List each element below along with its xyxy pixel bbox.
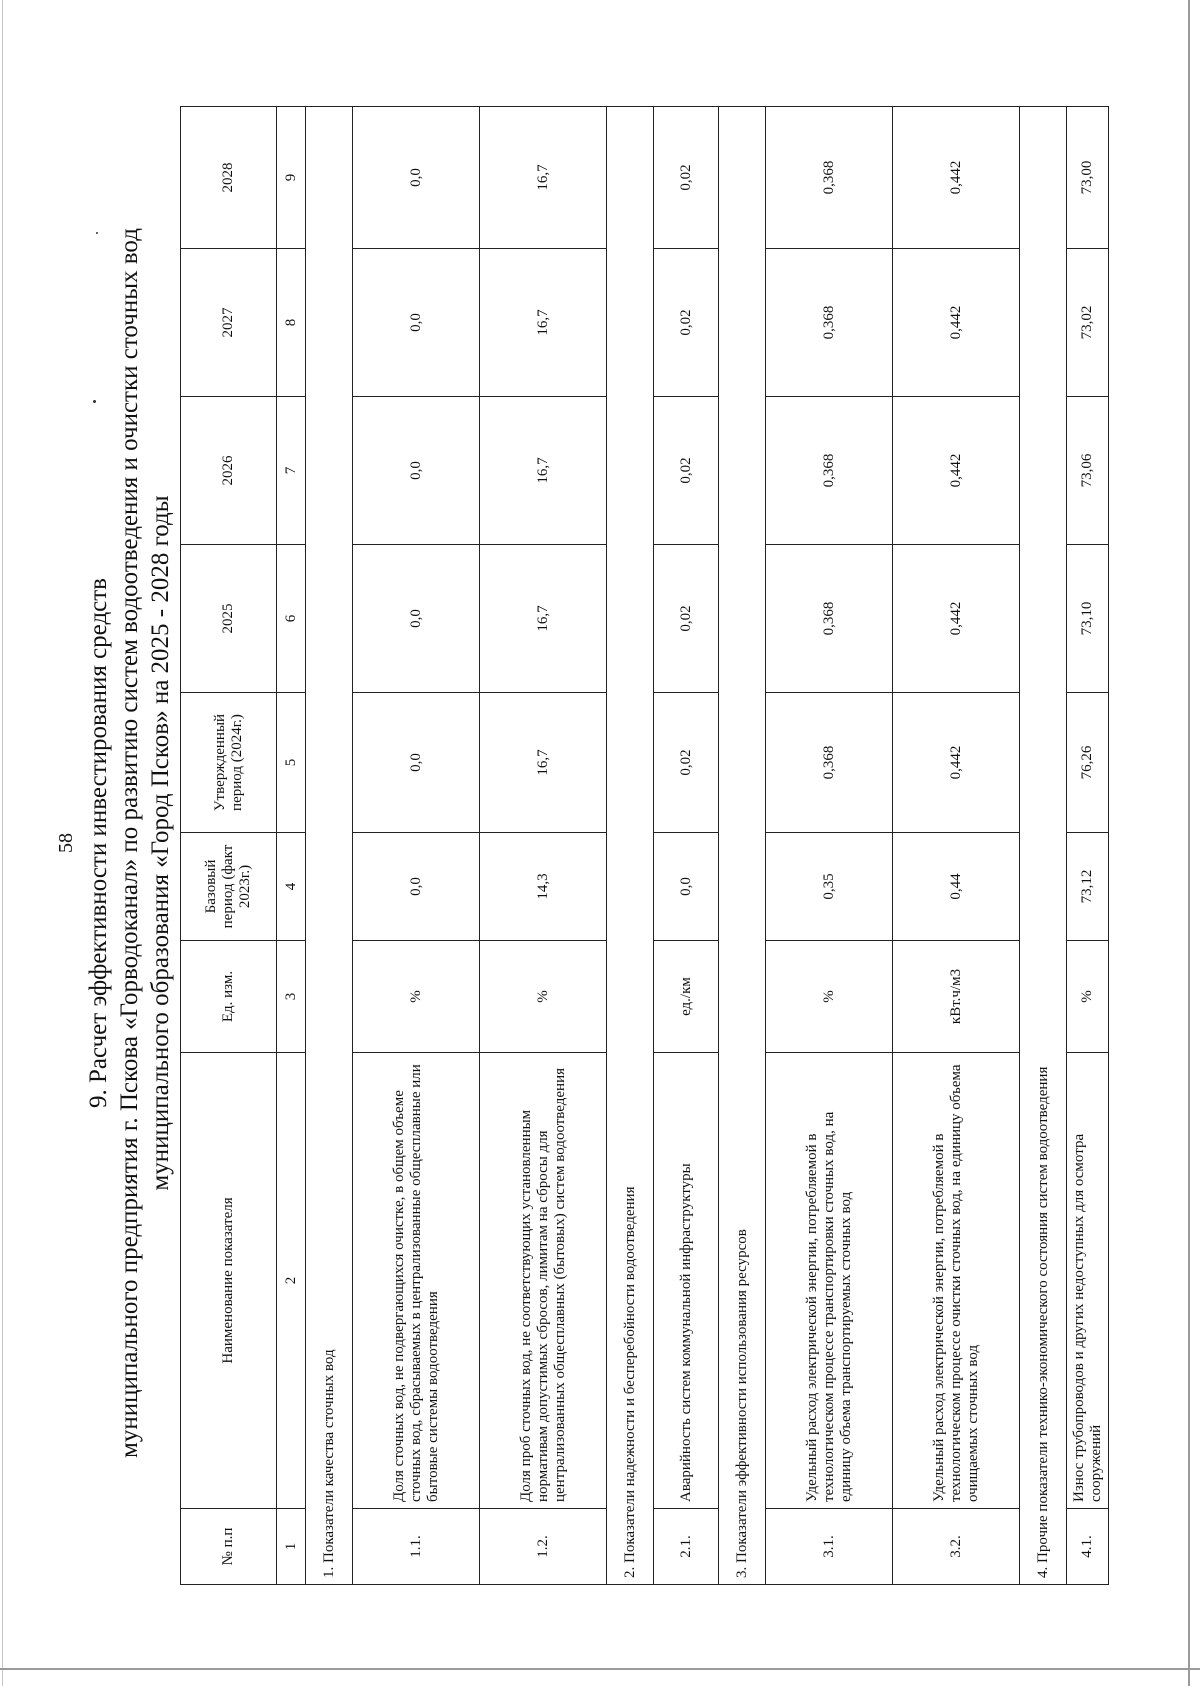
column-number: 9 <box>277 107 306 249</box>
row-number: 1.1. <box>353 1509 480 1585</box>
section-title: 3. Показатели эффективности использования ресурсов <box>719 107 766 1585</box>
header-cell: Наименование показателя <box>181 1053 277 1509</box>
column-number: 8 <box>277 249 306 397</box>
value-cell: 73,00 <box>1067 107 1109 249</box>
value-cell: 0,368 <box>766 249 893 397</box>
value-cell: 0,442 <box>893 107 1020 249</box>
value-cell: 0,02 <box>654 397 719 545</box>
value-cell: 73,06 <box>1067 397 1109 545</box>
section-title: 1. Показатели качества сточных вод <box>306 107 353 1585</box>
indicator-name: Доля проб сточных вод, не соответствующих установленным нормативам допустимых сбросов, лимитам на сбросы для централизованных общесплавных (бытовых) систем водоотведения <box>480 1053 607 1509</box>
table-row <box>353 107 480 1585</box>
scan-edge-bottom <box>0 1668 1200 1670</box>
value-cell: 16,7 <box>480 397 607 545</box>
table-row <box>893 107 1020 1585</box>
value-cell: 0,35 <box>766 833 893 941</box>
indicator-name: Доля сточных вод, не подвергающихся очистке, в общем объеме сточных вод, сбрасываемых в централизованные общесплавные или бытовые системы водоотведения <box>353 1053 480 1509</box>
column-number: 5 <box>277 693 306 833</box>
indicator-name: Аварийность систем коммунальной инфраструктуры <box>654 1053 719 1509</box>
value-cell: 16,7 <box>480 249 607 397</box>
header-cell: 2028 <box>181 107 277 249</box>
value-cell: 0,368 <box>766 693 893 833</box>
value-cell: 73,12 <box>1067 833 1109 941</box>
value-cell: 0,44 <box>893 833 1020 941</box>
header-row <box>181 107 277 1585</box>
row-number: 3.2. <box>893 1509 1020 1585</box>
section-row <box>306 107 353 1585</box>
value-cell: 16,7 <box>480 107 607 249</box>
section-title: 2. Показатели надежности и бесперебойности водоотведения <box>607 107 654 1585</box>
document-title <box>83 43 176 1643</box>
value-cell: 76,26 <box>1067 693 1109 833</box>
value-cell: 0,02 <box>654 545 719 693</box>
value-cell: 0,0 <box>353 107 480 249</box>
header-cell: Ед. изм. <box>181 941 277 1053</box>
column-number: 6 <box>277 545 306 693</box>
unit: % <box>353 941 480 1053</box>
value-cell: 73,10 <box>1067 545 1109 693</box>
section-row <box>1020 107 1067 1585</box>
column-number: 1 <box>277 1509 306 1585</box>
scan-edge-right <box>1188 0 1190 1686</box>
value-cell: 0,0 <box>353 693 480 833</box>
scan-edge-left <box>2 0 3 1686</box>
value-cell: 0,0 <box>353 249 480 397</box>
title-line: муниципального предприятия г. Пскова «Горводоканал» по развитию систем водоотведения и очистки сточных вод <box>116 228 143 1458</box>
indicators-table <box>180 106 1109 1585</box>
column-number: 7 <box>277 397 306 545</box>
row-number: 1.2. <box>480 1509 607 1585</box>
value-cell: 0,368 <box>766 397 893 545</box>
unit: % <box>766 941 893 1053</box>
indicator-name: Износ трубопроводов и других недоступных для осмотра сооружений <box>1067 1053 1109 1509</box>
indicator-name: Удельный расход электрической энергии, потребляемой в технологическом процессе очистки сточных вод, на единицу объема очищаемых сточных вод <box>893 1053 1020 1509</box>
value-cell: 0,0 <box>353 397 480 545</box>
value-cell: 14,3 <box>480 833 607 941</box>
table-row <box>654 107 719 1585</box>
title-line: 9. Расчет эффективности инвестирования средств <box>85 578 112 1108</box>
section-row <box>719 107 766 1585</box>
table-row <box>766 107 893 1585</box>
page-number: 58 <box>55 833 77 853</box>
table-row <box>1067 107 1109 1585</box>
header-cell: 2027 <box>181 249 277 397</box>
value-cell: 16,7 <box>480 545 607 693</box>
unit: ед./км <box>654 941 719 1053</box>
value-cell: 0,02 <box>654 693 719 833</box>
value-cell: 0,442 <box>893 249 1020 397</box>
header-cell: 2026 <box>181 397 277 545</box>
row-number: 2.1. <box>654 1509 719 1585</box>
section-title: 4. Прочие показатели технико-экономического состояния систем водоотведения <box>1020 107 1067 1585</box>
value-cell: 0,0 <box>353 833 480 941</box>
header-cell: Базовый период (факт 2023г.) <box>181 833 277 941</box>
value-cell: 16,7 <box>480 693 607 833</box>
value-cell: 0,0 <box>654 833 719 941</box>
unit: кВт.ч/м3 <box>893 941 1020 1053</box>
unit: % <box>1067 941 1109 1053</box>
header-cell: № п.п <box>181 1509 277 1585</box>
column-number: 4 <box>277 833 306 941</box>
value-cell: 0,0 <box>353 545 480 693</box>
value-cell: 0,442 <box>893 545 1020 693</box>
unit: % <box>480 941 607 1053</box>
value-cell: 73,02 <box>1067 249 1109 397</box>
value-cell: 0,368 <box>766 545 893 693</box>
rotated-page <box>25 43 1175 1643</box>
title-line: муниципального образования «Город Псков» на 2025 - 2028 годы <box>147 495 174 1191</box>
value-cell: 0,442 <box>893 397 1020 545</box>
value-cell: 0,02 <box>654 107 719 249</box>
column-number: 2 <box>277 1053 306 1509</box>
indicator-name: Удельный расход электрической энергии, потребляемой в технологическом процессе транспортировки сточных вод, на единицу объема транспортируемых сточных вод <box>766 1053 893 1509</box>
header-cell: 2025 <box>181 545 277 693</box>
table-row <box>480 107 607 1585</box>
column-number-row <box>277 107 306 1585</box>
section-row <box>607 107 654 1585</box>
row-number: 3.1. <box>766 1509 893 1585</box>
row-number: 4.1. <box>1067 1509 1109 1585</box>
header-cell: Утвержденный период (2024г.) <box>181 693 277 833</box>
value-cell: 0,02 <box>654 249 719 397</box>
value-cell: 0,442 <box>893 693 1020 833</box>
column-number: 3 <box>277 941 306 1053</box>
value-cell: 0,368 <box>766 107 893 249</box>
